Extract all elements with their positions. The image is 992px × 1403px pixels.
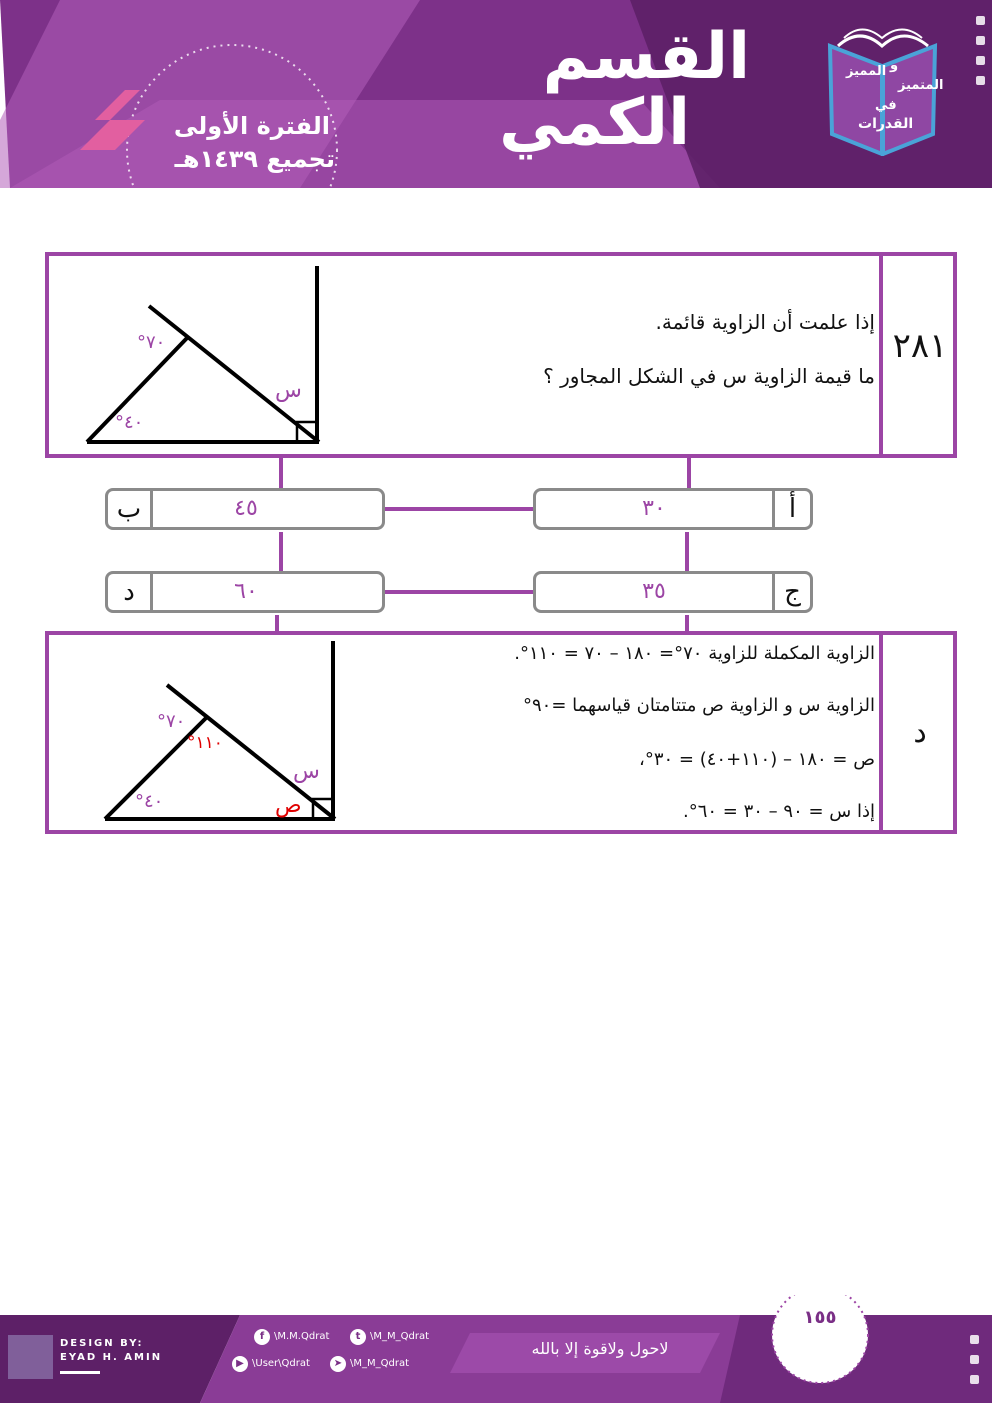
question-triangle-figure (69, 262, 329, 452)
logo-word: المميز (846, 64, 887, 79)
brand-logo (820, 16, 945, 156)
solution-angle-inner: ١١٠° (187, 733, 223, 753)
choice-c-value: ٣٥ (642, 579, 666, 604)
figure-angle-top: ٧٠° (137, 332, 166, 353)
solution-line-2: الزاوية س و الزاوية ص متتامتان قياسهما =٩٠° (522, 695, 875, 716)
designer-name: EYAD H. AMIN (60, 1352, 163, 1363)
page-number: ١٥٥ (803, 1307, 837, 1328)
number-divider (879, 635, 883, 830)
choice-b-letter: ب (116, 494, 142, 524)
choice-d[interactable] (105, 571, 385, 613)
solution-angle-bottom: ٤٠° (135, 791, 164, 812)
twitter-handle[interactable]: \M_M_Qdrat (370, 1331, 430, 1342)
choice-d-value: ٦٠ (234, 579, 258, 604)
collection-label: تجميع ١٤٣٩هـ (174, 145, 335, 173)
facebook-handle[interactable]: \M.M.Qdrat (274, 1331, 330, 1342)
question-number: ٢٨١ (892, 326, 948, 366)
header-title-line2: الكمي (499, 86, 690, 160)
question-line2: ما قيمة الزاوية س في الشكل المجاور ؟ (543, 364, 875, 388)
logo-word: في (875, 98, 897, 113)
design-by-label: DESIGN BY: (60, 1338, 144, 1349)
choice-d-letter: د (123, 577, 135, 607)
logo-word: و (890, 58, 899, 73)
choice-a-letter: أ (788, 494, 797, 524)
youtube-handle[interactable]: \User\Qdrat (252, 1358, 310, 1369)
figure-label-x: س (275, 378, 302, 403)
designer-logo-icon (8, 1335, 53, 1379)
number-divider (879, 256, 883, 454)
solution-angle-top: ٧٠° (157, 711, 186, 732)
figure-angle-bottom: ٤٠° (115, 412, 144, 433)
solution-line-4: إذا س = ٩٠ – ٣٠ = ٦٠°. (683, 801, 875, 822)
period-label: الفترة الأولى (173, 112, 330, 140)
connector-line (279, 532, 283, 572)
connector-line (687, 458, 691, 488)
solution-box (45, 631, 957, 834)
solution-label-y: ص (275, 793, 302, 818)
question-line1: إذا علمت أن الزاوية قائمة. (655, 310, 875, 334)
page-footer (0, 1295, 992, 1403)
solution-line-3: ص = ١٨٠ – (١١٠+٤٠) = ٣٠°، (639, 749, 875, 770)
choice-c-letter: ج (784, 577, 801, 607)
connector-line (384, 590, 534, 594)
choice-b[interactable] (105, 488, 385, 530)
solution-label-x: س (293, 759, 320, 784)
telegram-handle[interactable]: \M_M_Qdrat (350, 1358, 410, 1369)
connector-line (685, 532, 689, 572)
connector-line (279, 458, 283, 488)
solution-line-1: الزاوية المكملة للزاوية ٧٠°= ١٨٠ – ٧٠ = ١١٠°. (514, 643, 875, 664)
twitter-icon[interactable]: t (350, 1329, 366, 1345)
choice-b-value: ٤٥ (234, 496, 258, 521)
header-title-line1: القسم (542, 20, 750, 94)
page-header (0, 0, 992, 190)
logo-word: المتميز (898, 78, 944, 93)
choice-a[interactable] (533, 488, 813, 530)
choice-a-value: ٣٠ (642, 496, 666, 521)
facebook-icon[interactable]: f (254, 1329, 270, 1345)
question-box (45, 252, 957, 458)
solution-answer-letter: د (913, 715, 927, 750)
choice-c[interactable] (533, 571, 813, 613)
logo-word: القدرات (858, 116, 914, 132)
calligraphy-text: لاحول ولاقوة إلا بالله (531, 1339, 669, 1358)
telegram-icon[interactable]: ➤ (330, 1356, 346, 1372)
youtube-icon[interactable]: ▶ (232, 1356, 248, 1372)
connector-line (384, 507, 534, 511)
